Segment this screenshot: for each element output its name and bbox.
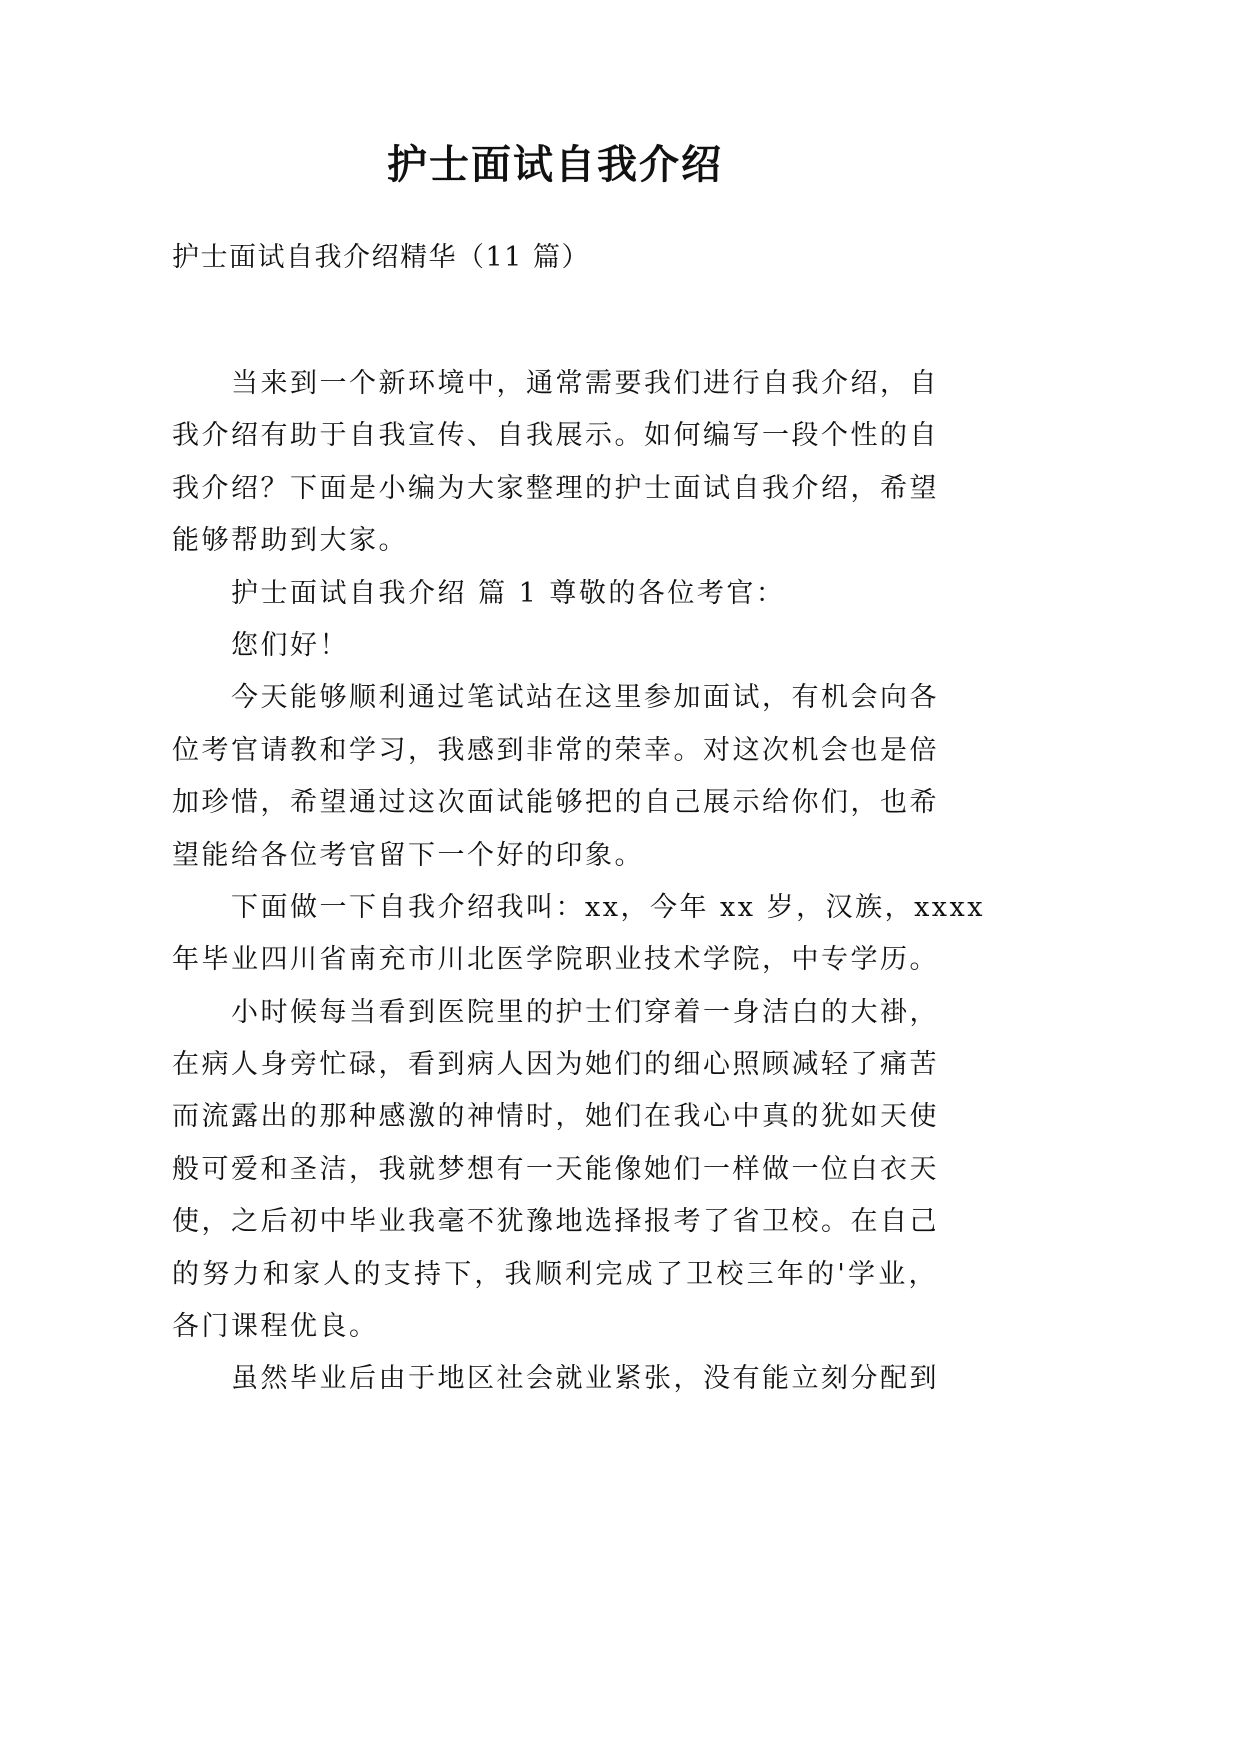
paragraph-line: 您们好！ (231, 629, 349, 661)
paragraph-line: 虽然毕业后由于地区社会就业紧张，没有能立刻分配到 (231, 1363, 939, 1395)
paragraph-line: 当来到一个新环境中，通常需要我们进行自我介绍，自 (231, 368, 939, 399)
paragraph (172, 882, 985, 987)
paragraph-line: 年毕业四川省南充市川北医学院职业技术学院，中专学历。 (172, 944, 939, 976)
paragraph-line: 位考官请教和学习，我感到非常的荣幸。对这次机会也是倍 (172, 734, 939, 766)
paragraph-line: 下面做一下自我介绍我叫：xx，今年 xx 岁，汉族，xxxx (231, 891, 985, 923)
paragraph-line: 护士面试自我介绍 篇 1 尊敬的各位考官： (231, 577, 786, 609)
paragraph (172, 987, 938, 1354)
paragraph-line: 使，之后初中毕业我毫不犹豫地选择报考了省卫校。在自己 (172, 1206, 939, 1238)
document-title: 护士面试自我介绍 (387, 142, 723, 188)
paragraph-line: 小时候每当看到医院里的护士们穿着一身洁白的大褂， (231, 996, 939, 1028)
paragraph-line: 般可爱和圣洁，我就梦想有一天能像她们一样做一位白衣天 (172, 1153, 939, 1185)
document-body (172, 358, 985, 1406)
paragraph-line: 加珍惜，希望通过这次面试能够把的自己展示给你们，也希 (172, 787, 939, 819)
paragraph-line: 各门课程优良。 (172, 1311, 379, 1343)
paragraph-line: 在病人身旁忙碌，看到病人因为她们的细心照顾减轻了痛苦 (172, 1049, 939, 1081)
paragraph-line: 我介绍有助于自我宣传、自我展示。如何编写一段个性的自 (172, 420, 939, 452)
paragraph-line: 能够帮助到大家。 (172, 525, 408, 557)
paragraph-line: 望能给各位考官留下一个好的印象。 (172, 839, 644, 871)
paragraph-greeting (172, 620, 938, 672)
paragraph-line: 我介绍？下面是小编为大家整理的护士面试自我介绍，希望 (172, 472, 939, 504)
paragraph-section-heading (172, 568, 938, 620)
paragraph-intro (172, 358, 938, 568)
paragraph-line: 的努力和家人的支持下，我顺利完成了卫校三年的'学业， (172, 1258, 938, 1290)
paragraph-line: 今天能够顺利通过笔试站在这里参加面试，有机会向各 (231, 682, 939, 714)
paragraph-line: 而流露出的那种感激的神情时，她们在我心中真的犹如天使 (172, 1101, 939, 1133)
paragraph (172, 672, 938, 882)
document-subtitle: 护士面试自我介绍精华（11 篇） (172, 242, 590, 273)
paragraph (172, 1353, 938, 1405)
